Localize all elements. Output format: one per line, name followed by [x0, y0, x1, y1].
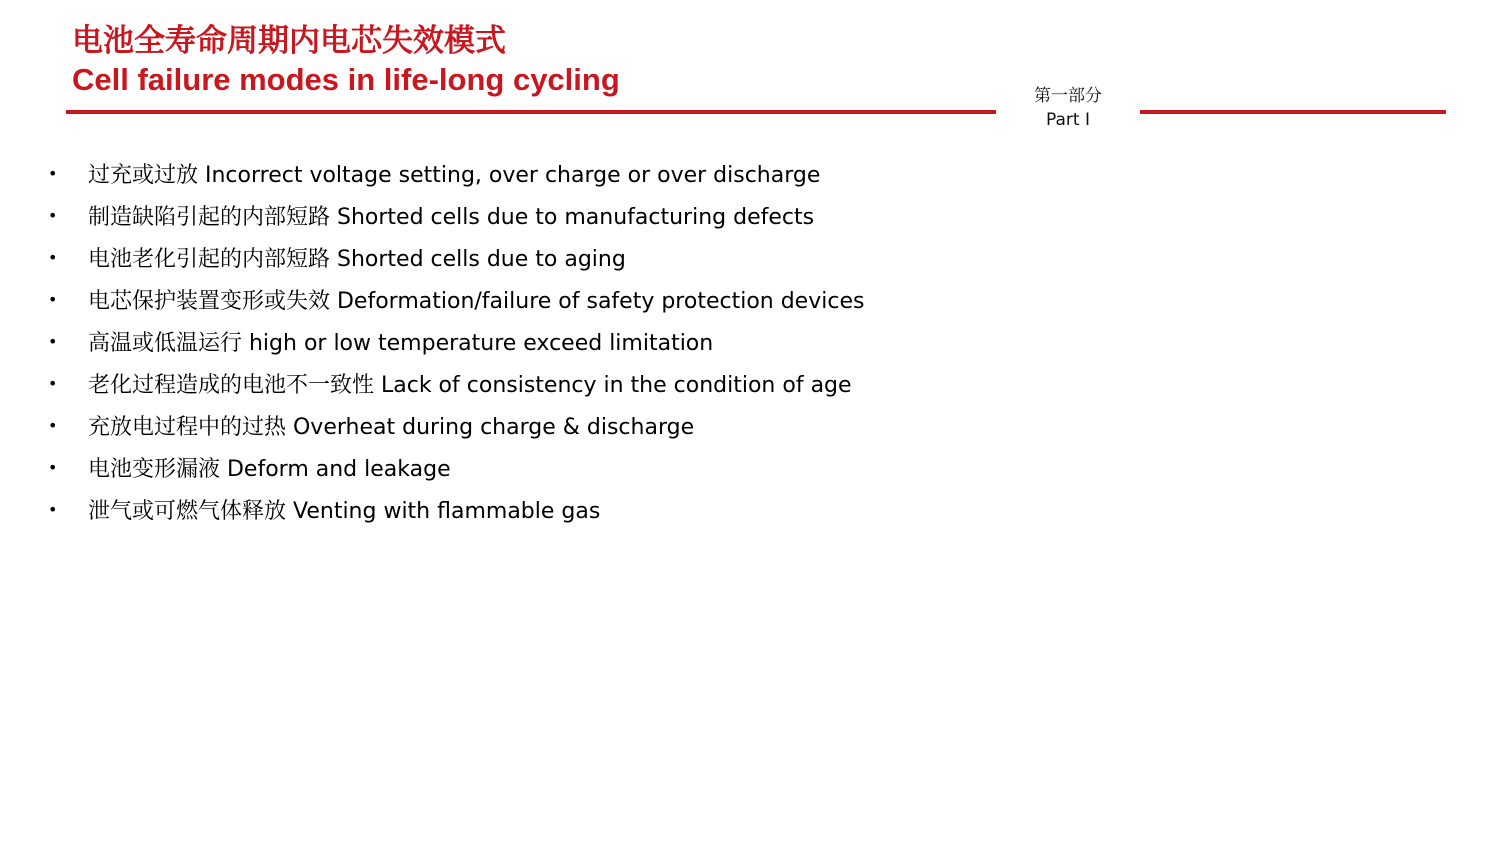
list-item [48, 320, 864, 362]
bullet-icon: • [48, 247, 58, 267]
list-item [48, 236, 864, 278]
bullet-icon: • [48, 331, 58, 351]
failure-mode-list [48, 152, 864, 530]
bullet-icon: • [48, 457, 58, 477]
list-item-text: 制造缺陷引起的内部短路 Shorted cells due to manufacturing defects [88, 204, 815, 230]
list-item [48, 152, 864, 194]
list-item [48, 488, 864, 530]
bullet-icon: • [48, 373, 58, 393]
bullet-icon: • [48, 499, 58, 519]
title-english: Cell failure modes in life-long cycling [72, 62, 620, 97]
header-divider-right [1140, 110, 1446, 114]
list-item [48, 194, 864, 236]
list-item [48, 404, 864, 446]
list-item [48, 278, 864, 320]
section-label-chinese: 第一部分 [1034, 86, 1102, 106]
list-item-text: 电池老化引起的内部短路 Shorted cells due to aging [88, 246, 626, 272]
bullet-icon: • [48, 205, 58, 225]
slide-title [72, 22, 620, 100]
bullet-icon: • [48, 163, 58, 183]
list-item-text: 老化过程造成的电池不一致性 Lack of consistency in the condition of age [88, 372, 852, 398]
bullet-icon: • [48, 289, 58, 309]
list-item-text: 泄气或可燃气体释放 Venting with flammable gas [88, 498, 601, 524]
bullet-icon: • [48, 415, 58, 435]
section-label-english: Part I [1046, 110, 1090, 130]
list-item-text: 过充或过放 Incorrect voltage setting, over charge or over discharge [88, 162, 821, 188]
list-item-text: 高温或低温运行 high or low temperature exceed limitation [88, 330, 714, 356]
list-item-text: 充放电过程中的过热 Overheat during charge & discharge [88, 414, 695, 440]
title-chinese: 电池全寿命周期内电芯失效模式 [72, 23, 506, 58]
list-item [48, 446, 864, 488]
list-item-text: 电芯保护装置变形或失效 Deformation/failure of safety protection devices [88, 288, 865, 314]
list-item-text: 电池变形漏液 Deform and leakage [88, 456, 451, 482]
header-divider-left [66, 110, 996, 114]
section-label [1010, 84, 1126, 132]
list-item [48, 362, 864, 404]
